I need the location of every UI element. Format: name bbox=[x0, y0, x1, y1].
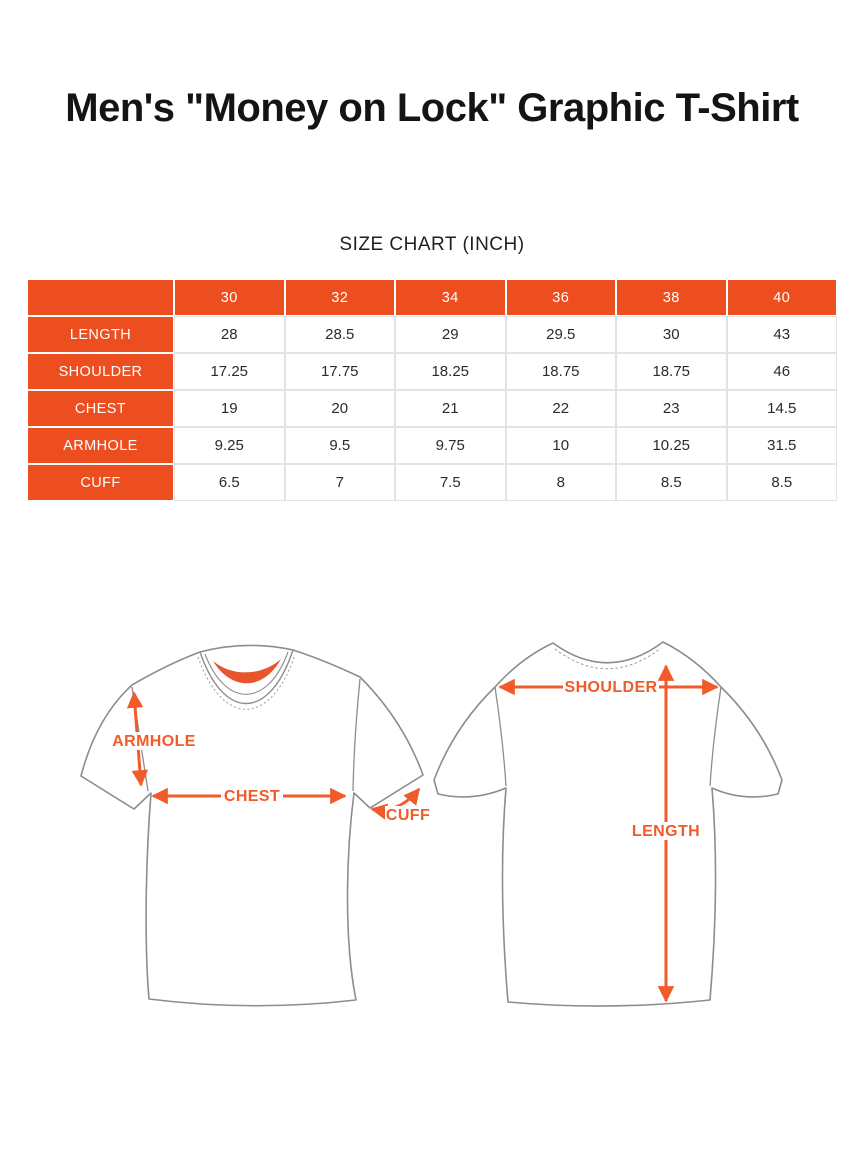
armhole-value: 9.75 bbox=[396, 428, 505, 463]
size-column-header-30: 30 bbox=[175, 280, 284, 315]
chest-value: 22 bbox=[507, 391, 616, 426]
front-shirt-outline bbox=[81, 645, 423, 1005]
cuff-value: 7 bbox=[286, 465, 395, 500]
shoulder-diagram-label: SHOULDER bbox=[564, 679, 658, 696]
row-label-chest: CHEST bbox=[28, 391, 173, 426]
chest-value: 14.5 bbox=[728, 391, 837, 426]
shoulder-value: 17.25 bbox=[175, 354, 284, 389]
size-column-header-34: 34 bbox=[396, 280, 505, 315]
armhole-value: 10 bbox=[507, 428, 616, 463]
size-column-header-38: 38 bbox=[617, 280, 726, 315]
size-column-header-32: 32 bbox=[286, 280, 395, 315]
chest-value: 23 bbox=[617, 391, 726, 426]
length-value: 28 bbox=[175, 317, 284, 352]
row-label-cuff: CUFF bbox=[28, 465, 173, 500]
size-chart-table bbox=[28, 280, 836, 500]
row-label-shoulder: SHOULDER bbox=[28, 354, 173, 389]
length-value: 43 bbox=[728, 317, 837, 352]
back-tshirt-diagram bbox=[428, 630, 788, 1025]
size-chart-subtitle: SIZE CHART (INCH) bbox=[339, 234, 525, 255]
shoulder-value: 17.75 bbox=[286, 354, 395, 389]
front-tshirt-diagram bbox=[72, 630, 432, 1025]
row-label-length: LENGTH bbox=[28, 317, 173, 352]
shoulder-value: 18.25 bbox=[396, 354, 505, 389]
shoulder-value: 46 bbox=[728, 354, 837, 389]
cuff-diagram-label: CUFF bbox=[385, 807, 431, 824]
armhole-value: 10.25 bbox=[617, 428, 726, 463]
cuff-value: 7.5 bbox=[396, 465, 505, 500]
length-diagram-label: LENGTH bbox=[631, 823, 701, 840]
chest-value: 20 bbox=[286, 391, 395, 426]
length-value: 29 bbox=[396, 317, 505, 352]
length-value: 28.5 bbox=[286, 317, 395, 352]
armhole-value: 9.5 bbox=[286, 428, 395, 463]
size-chart-corner-cell bbox=[28, 280, 173, 315]
cuff-value: 6.5 bbox=[175, 465, 284, 500]
measurement-diagrams bbox=[0, 630, 864, 1030]
row-label-armhole: ARMHOLE bbox=[28, 428, 173, 463]
size-column-header-36: 36 bbox=[507, 280, 616, 315]
size-column-header-40: 40 bbox=[728, 280, 837, 315]
chest-value: 21 bbox=[396, 391, 505, 426]
chest-diagram-label: CHEST bbox=[223, 788, 281, 805]
armhole-value: 31.5 bbox=[728, 428, 837, 463]
back-shirt-outline bbox=[434, 642, 782, 1006]
length-value: 29.5 bbox=[507, 317, 616, 352]
cuff-value: 8 bbox=[507, 465, 616, 500]
armhole-diagram-label: ARMHOLE bbox=[112, 733, 196, 750]
shoulder-value: 18.75 bbox=[617, 354, 726, 389]
cuff-value: 8.5 bbox=[617, 465, 726, 500]
page-title: Men's "Money on Lock" Graphic T-Shirt bbox=[65, 86, 799, 130]
armhole-value: 9.25 bbox=[175, 428, 284, 463]
chest-value: 19 bbox=[175, 391, 284, 426]
cuff-value: 8.5 bbox=[728, 465, 837, 500]
shoulder-value: 18.75 bbox=[507, 354, 616, 389]
length-value: 30 bbox=[617, 317, 726, 352]
